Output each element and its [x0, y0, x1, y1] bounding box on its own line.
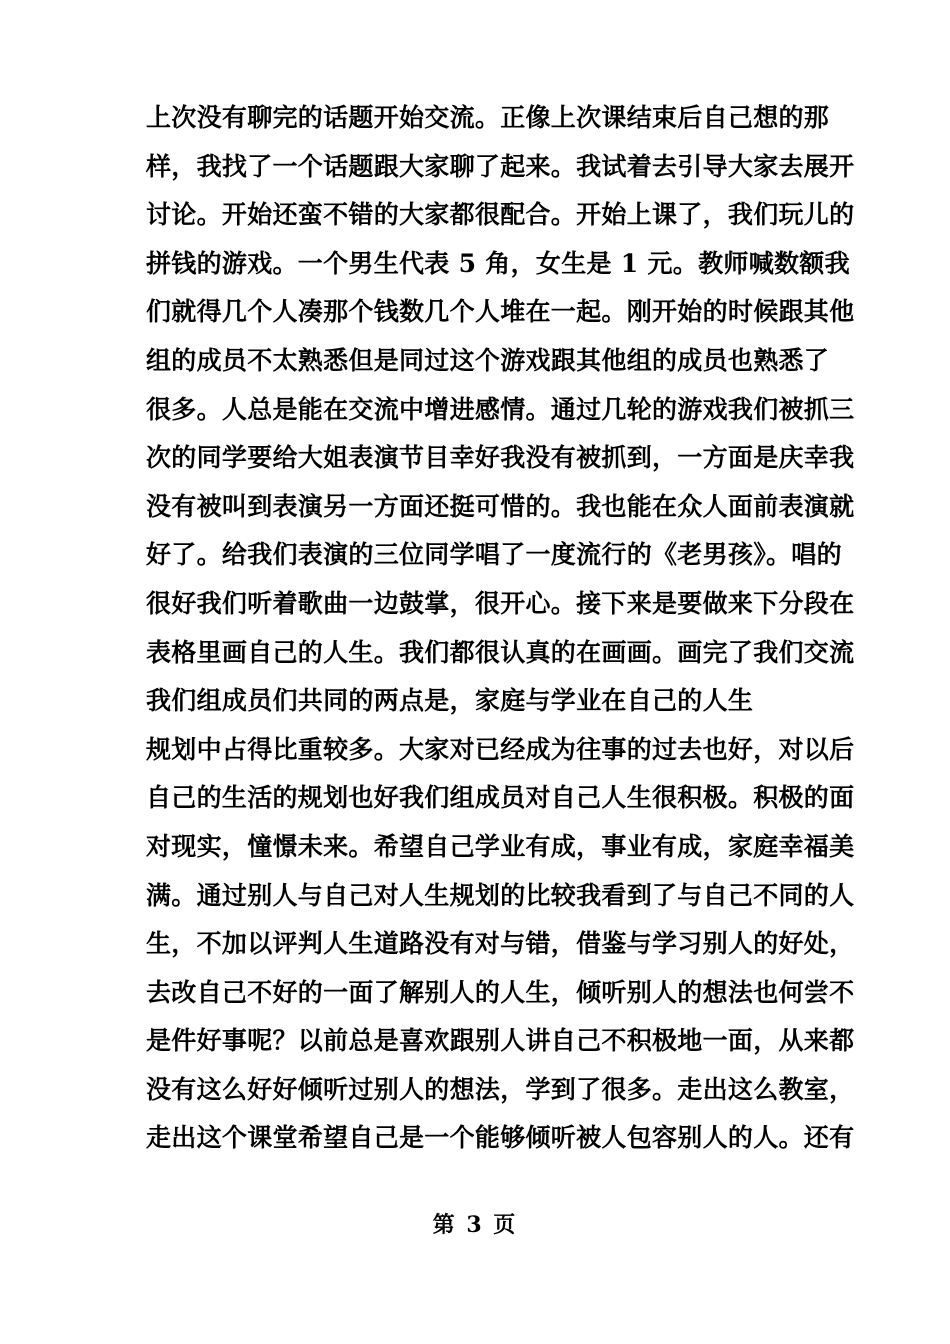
text-line: 上次没有聊完的话题开始交流。正像上次课结束后自己想的那 [146, 103, 830, 132]
text-line: 样，我找了一个话题跟大家聊了起来。我试着去引导大家去展开 [146, 151, 855, 181]
text-line: 讨论。开始还蛮不错的大家都很配合。开始上课了，我们玩儿的 [146, 200, 855, 230]
text-line: 生，不加以评判人生道路没有对与错，借鉴与学习别人的好处， [146, 929, 855, 959]
text-line: 没有这么好好倾听过别人的想法，学到了很多。走出这么教室， [146, 1074, 855, 1104]
text-line: 很多。人总是能在交流中增进感情。通过几轮的游戏我们被抓三 [146, 394, 855, 424]
text-line: 我们组成员们共同的两点是，家庭与学业在自己的人生 [146, 686, 754, 716]
text-line: 们就得几个人凑那个钱数几个人堆在一起。刚开始的时候跟其他 [146, 297, 855, 327]
text-line: 组的成员不太熟悉但是同过这个游戏跟其他组的成员也熟悉了 [146, 345, 830, 375]
text-line: 是件好事呢？以前总是喜欢跟别人讲自己不积极地一面，从来都 [146, 1026, 855, 1056]
body-text [146, 94, 855, 1163]
text-line: 很好我们听着歌曲一边鼓掌，很开心。接下来是要做来下分段在 [146, 588, 855, 618]
text-line: 对现实，憧憬未来。希望自己学业有成，事业有成，家庭幸福美 [146, 831, 855, 861]
text-line: 规划中占得比重较多。大家对已经成为往事的过去也好，对以后 [146, 734, 855, 764]
text-line: 自己的生活的规划也好我们组成员对自己人生很积极。积极的面 [146, 783, 855, 813]
text-line: 满。通过别人与自己对人生规划的比较我看到了与自己不同的人 [146, 880, 855, 910]
text-line: 去改自己不好的一面了解别人的人生，倾听别人的想法也何尝不 [146, 977, 855, 1007]
text-line: 表格里画自己的人生。我们都很认真的在画画。画完了我们交流 [146, 637, 855, 667]
text-line: 好了。给我们表演的三位同学唱了一度流行的《老男孩》。唱的 [146, 540, 842, 570]
page-number: 第 3 页 [432, 1212, 518, 1238]
text-line: 走出这个课堂希望自己是一个能够倾听被人包容别人的人。还有 [146, 1123, 855, 1153]
text-line: 次的同学要给大姐表演节目幸好我没有被抓到，一方面是庆幸我 [146, 443, 855, 473]
text-line: 没有被叫到表演另一方面还挺可惜的。我也能在众人面前表演就 [146, 491, 855, 521]
text-line: 拼钱的游戏。一个男生代表 5 角，女生是 1 元。教师喊数额我 [146, 248, 850, 278]
